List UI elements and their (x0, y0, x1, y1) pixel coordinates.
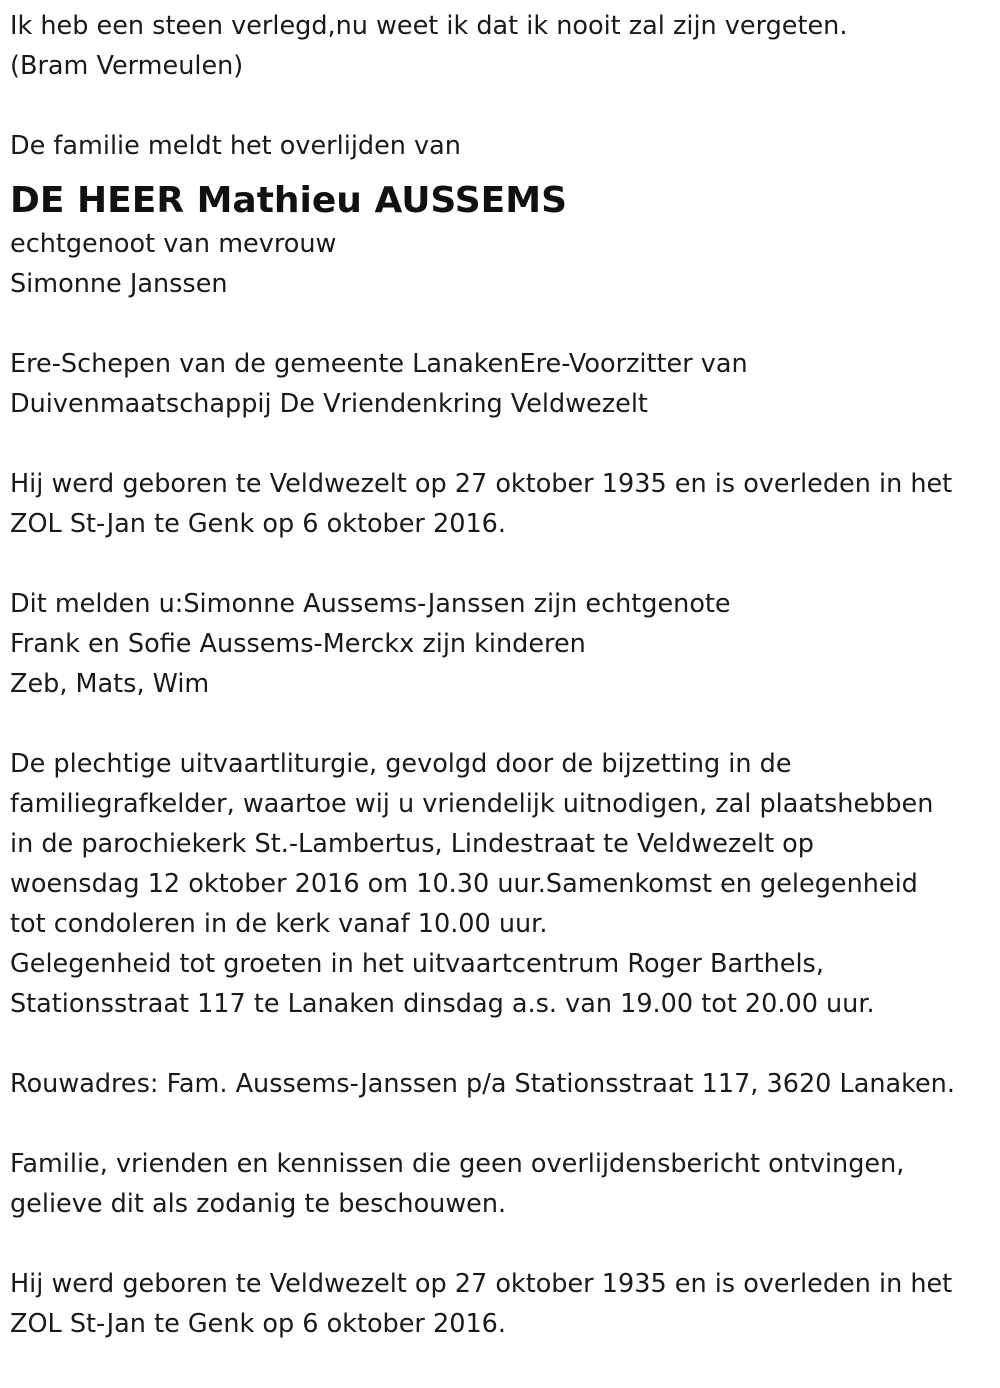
deceased-name: DE HEER Mathieu AUSSEMS (10, 180, 568, 221)
spacer (10, 1104, 995, 1144)
obituary-document (10, 6, 995, 1344)
spacer (10, 544, 995, 584)
titles-line-2: Duivenmaatschappij De Vriendenkring Veldwezelt (10, 389, 648, 419)
family-line-3: Zeb, Mats, Wim (10, 669, 210, 699)
funeral-line-6: Gelegenheid tot groeten in het uitvaartcentrum Roger Barthels, (10, 949, 824, 979)
funeral-line-2: familiegrafkelder, waartoe wij u vriendelijk uitnodigen, zal plaatshebben (10, 789, 934, 819)
announcement-intro: De familie meldt het overlijden van (10, 131, 461, 161)
funeral-line-4: woensdag 12 oktober 2016 om 10.30 uur.Samenkomst en gelegenheid (10, 869, 918, 899)
spacer (10, 704, 995, 744)
quote-author: (Bram Vermeulen) (10, 51, 244, 81)
mourning-address: Rouwadres: Fam. Aussems-Janssen p/a Stationsstraat 117, 3620 Lanaken. (10, 1069, 955, 1099)
spacer (10, 1224, 995, 1264)
spouse-line-2: Simonne Janssen (10, 269, 228, 299)
birth-death-repeat-line-1: Hij werd geboren te Veldwezelt op 27 oktober 1935 en is overleden in het (10, 1269, 953, 1299)
funeral-line-7: Stationsstraat 117 te Lanaken dinsdag a.s. van 19.00 tot 20.00 uur. (10, 989, 875, 1019)
spacer (10, 86, 995, 126)
spacer (10, 304, 995, 344)
spacer (10, 1024, 995, 1064)
spacer (10, 424, 995, 464)
notice-line-2: gelieve dit als zodanig te beschouwen. (10, 1189, 507, 1219)
notice-line-1: Familie, vrienden en kennissen die geen overlijdensbericht ontvingen, (10, 1149, 905, 1179)
family-line-1: Dit melden u:Simonne Aussems-Janssen zijn echtgenote (10, 589, 731, 619)
titles-line-1: Ere-Schepen van de gemeente LanakenEre-Voorzitter van (10, 349, 748, 379)
family-line-2: Frank en Sofie Aussems-Merckx zijn kinderen (10, 629, 586, 659)
funeral-line-3: in de parochiekerk St.-Lambertus, Lindestraat te Veldwezelt op (10, 829, 814, 859)
birth-death-line-2: ZOL St-Jan te Genk op 6 oktober 2016. (10, 509, 507, 539)
birth-death-repeat-line-2: ZOL St-Jan te Genk op 6 oktober 2016. (10, 1309, 507, 1339)
spouse-line-1: echtgenoot van mevrouw (10, 229, 337, 259)
funeral-line-1: De plechtige uitvaartliturgie, gevolgd door de bijzetting in de (10, 749, 792, 779)
quote-text: Ik heb een steen verlegd,nu weet ik dat ik nooit zal zijn vergeten. (10, 11, 848, 41)
funeral-line-5: tot condoleren in de kerk vanaf 10.00 uur. (10, 909, 548, 939)
birth-death-line-1: Hij werd geboren te Veldwezelt op 27 oktober 1935 en is overleden in het (10, 469, 953, 499)
